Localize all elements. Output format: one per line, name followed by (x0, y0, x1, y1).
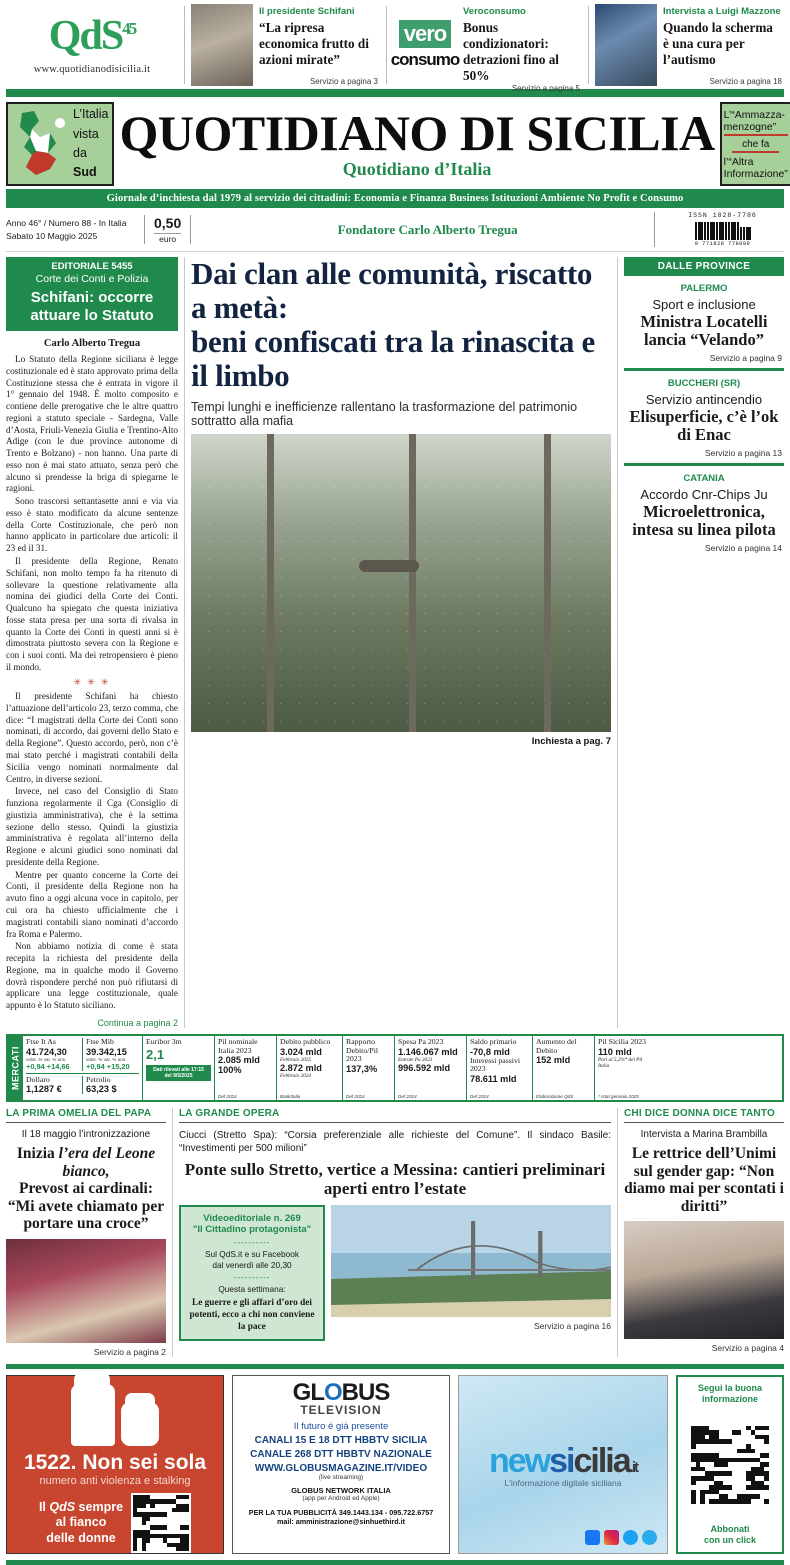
globus-website[interactable]: WWW.GLOBUSMAGAZINE.IT/VIDEO (254, 1463, 428, 1475)
ad-antiviolence-1522[interactable] (6, 1375, 224, 1554)
story-page-ref: Servizio a pagina 4 (711, 1343, 784, 1354)
italy-viewed-from-south-box (6, 102, 114, 186)
editorial-paragraph: Il presidente Schifani ha chiesto l’attuazione dell’articolo 23, terzo comma, che dice: “I magistrati della Corte dei Conti sono nominati, di accordo, dai governi dello Stato e della Regione”. Questo accordo, però, non c’è mai stato perché i magistrati contabili della Sicilia vengo nominati normalmente dal Centro, in diverse sezioni. (6, 691, 178, 784)
subscribe-title: Segui la buona informazione (697, 1383, 762, 1405)
globus-ad-mail[interactable]: mail: amministrazione@sinhuethird.it (276, 1517, 406, 1527)
story-gender-gap[interactable] (624, 1108, 784, 1357)
promo-title: Quando la scherma è una cura per l’autismo (663, 20, 773, 68)
promo-thumbnail-schifani (191, 4, 253, 86)
promo-item-mazzone[interactable] (595, 4, 784, 86)
subscribe-footer-line-2: con un click (703, 1534, 756, 1545)
market-change-annual: +14,66 (46, 1061, 70, 1071)
market-cell-indices (23, 1036, 143, 1100)
market-change: +0,94 (86, 1061, 105, 1071)
lead-headline-line-2: beni confiscati tra la rinascita e il limbo (191, 324, 595, 394)
story-page-ref: Servizio a pagina 2 (93, 1347, 166, 1358)
market-label: Ftse Mib (86, 1036, 114, 1046)
fence-post (409, 434, 416, 732)
divider: ---------- (233, 1238, 271, 1248)
divider (184, 257, 185, 1028)
bridge-photo (331, 1205, 611, 1317)
lead-headline (191, 257, 611, 393)
market-source: Def 2024 (398, 1093, 417, 1099)
market-label: Ftse It As (26, 1036, 56, 1046)
lead-deck: Tempi lunghi e inefficienze rallentano la trasformazione del patrimonio sottratto alla mafia (191, 400, 578, 429)
editorial-paragraph: Il presidente della Regione, Renato Schifani, non molto tempo fa ha ritenuto di sollevare la questione relativamente alla nomina dei giudici della Corte dei Conti. Qualcuno ha spiegato che questa iniziativa fosse stata presa per una sorta di rivalsa in quanto la Corte dei Conti in questi anni si è dimostrata piuttosto severa con la Regione e con i suoi conti. Ma dei retropensiero è pieno il mondo. (6, 556, 178, 672)
slogan-line-2: che fa (732, 139, 779, 153)
ad-claim-part-1: Il (38, 1499, 50, 1514)
market-change: +0,94 (26, 1061, 45, 1071)
province-page-ref: Servizio a pagina 13 (704, 447, 782, 458)
market-value-2: 78.611 mld (470, 1074, 517, 1085)
flag-caption (70, 105, 108, 183)
province-city: BUCCHERI (SR) (667, 377, 741, 389)
market-change-annual: +15,20 (106, 1061, 130, 1071)
ad-claim-line-2: al fianco (55, 1515, 107, 1530)
market-value: 41.724,30 (26, 1046, 67, 1057)
slogan-line-1: L’“Ammazza-menzogne” (724, 109, 788, 136)
qds-website-url[interactable]: www.quotidianodisicilia.it (33, 64, 151, 75)
market-value: 1,1287 € (26, 1084, 62, 1095)
market-label: Dollaro (26, 1074, 50, 1084)
editorial-paragraph: Non abbiamo notizia di come è stata recepita la richiesta del presidente della Regione, ma in qualche modo il Governo dovrà rispondere perché non può rifiutarsi di applicare una legge costituzionale, quale appunto è lo Statuto siciliano. (6, 941, 178, 1011)
flag-line-1: L’Italia (73, 107, 109, 122)
facebook-icon[interactable] (585, 1530, 600, 1545)
story-bridge[interactable] (179, 1108, 611, 1357)
market-value: -70,8 mld (470, 1046, 510, 1057)
newsicilia-tagline: L'informazione digitale siciliana (504, 1477, 622, 1488)
issue-info-row (6, 208, 784, 252)
flag-line-2: vista (73, 126, 99, 141)
market-col-head: var. % ann. (43, 1056, 67, 1062)
province-item-catania[interactable] (624, 466, 784, 558)
editorial-header (6, 257, 178, 331)
market-value: 152 mld (536, 1055, 571, 1066)
promo-thumbnail-mazzone (595, 4, 657, 86)
video-editorial-box[interactable] (179, 1205, 325, 1341)
market-label: Petrolio (86, 1074, 111, 1084)
globus-channel-nazionale: CANALE 268 DTT HBBTV NAZIONALE (250, 1449, 432, 1461)
market-value: 1.146.067 mld (398, 1046, 458, 1057)
market-value: 2,1 (146, 1046, 165, 1062)
promo-kicker: Il presidente Schifani (259, 6, 355, 17)
ad-claim-line-3: delle donne (46, 1530, 116, 1545)
globus-website-note: (live streaming) (318, 1474, 364, 1482)
market-label: Saldo primario (470, 1036, 517, 1046)
top-promo-strip (6, 0, 784, 94)
market-cell-spesa-pa (395, 1036, 467, 1100)
flag-line-3 (73, 144, 108, 183)
editorial-continue-link[interactable]: Continua a pagina 2 (97, 1017, 178, 1028)
ad-claim-part-3: sempre (75, 1499, 124, 1514)
newsicilia-logo-tld: .it (629, 1458, 637, 1476)
market-source: Def 2024 (470, 1093, 489, 1099)
market-sublabel: Pari al 5,2%* del Pil Italia (598, 1056, 643, 1069)
promo-page-ref: Servizio a pagina 3 (309, 77, 378, 86)
province-overline: Sport e inclusione (652, 297, 756, 312)
editorial-divider: ✳ ✳ ✳ (73, 676, 111, 687)
market-value: 3.024 mld (280, 1046, 322, 1057)
pope-photo (6, 1239, 166, 1343)
market-value-2: 996.592 mld (398, 1062, 451, 1073)
market-value: 2.085 mld (218, 1055, 260, 1066)
market-sublabel: Interessi passivi 2023 (470, 1055, 521, 1074)
promo-item-veroconsumo[interactable] (390, 4, 582, 94)
ad-claim (39, 1500, 123, 1547)
video-title-1: Videoeditoriale n. 269 (203, 1212, 301, 1224)
story-pope[interactable] (6, 1108, 166, 1357)
editorial-paragraph: Mentre per quanto concerne la Corte dei Conti, il presidente della Regione non ha avuto fino a oggi alcuna voce in capitolo, per cui ora ha chiesto ufficialmente che i magistrati contabili siano nominati d’accordo fra Roma e Palermo. (6, 869, 178, 939)
section-kicker-pope: LA PRIMA OMELIA DEL PAPA (6, 1108, 166, 1123)
market-source: BankItalia (280, 1093, 301, 1099)
market-source: Def 2024 (346, 1093, 365, 1099)
market-timestamp (146, 1065, 211, 1082)
antiviolence-qr-code[interactable] (131, 1493, 191, 1553)
story-title (6, 1145, 166, 1233)
founder-name: Carlo Alberto Tregua (398, 221, 518, 237)
globus-channels-sicilia: CANALI 15 E 18 DTT HBBTV SICILIA (254, 1435, 428, 1447)
ad-globus-television[interactable] (232, 1375, 450, 1554)
markets-cells (23, 1036, 782, 1100)
price-unit: euro (154, 233, 181, 244)
market-cell-aumento-debito (533, 1036, 595, 1100)
veroconsumo-logo (390, 4, 460, 86)
chain-lock (359, 560, 419, 572)
market-cell-debito-pubblico (277, 1036, 343, 1100)
market-col-head: valor. % (26, 1056, 43, 1062)
newsicilia-logo (489, 1442, 637, 1481)
video-topic: Le guerre e gli affari d’oro dei potenti, ecco a chi non conviene la pace (189, 1297, 315, 1332)
instagram-icon[interactable] (604, 1530, 619, 1545)
story-title: Le rettrice dell’Unimi sul gender gap: “Non diamo mai per scontati i diritti” (624, 1144, 784, 1215)
open-palm-icon (71, 1384, 115, 1446)
subscribe-footer (704, 1524, 756, 1547)
story-title-part-1: Inizia (16, 1144, 59, 1162)
lead-photo-caption: Inchiesta a pag. 7 (531, 736, 611, 748)
subscribe-qr-code[interactable] (691, 1426, 769, 1504)
market-ftse-mib (86, 1038, 139, 1071)
qds-masthead-logo[interactable] (6, 4, 178, 86)
barcode-icon (661, 220, 784, 240)
slogan-box (720, 102, 790, 186)
telegram-icon[interactable] (642, 1530, 657, 1545)
section-kicker-bridge: LA GRANDE OPERA (179, 1108, 611, 1123)
market-cell-pil-sicilia (595, 1036, 653, 1100)
barcode-number: 9 771828 778099 (694, 240, 751, 247)
market-sublabel: Entrate Pa 2023 (398, 1056, 433, 1063)
market-period-2: Febbraio 2024 (280, 1072, 311, 1079)
flag-line-3-bold: Sud (73, 165, 97, 180)
story-subtitle: Ciucci (Stretto Spa): “Corsia preferenziale alle richieste del Comune”. Il sindaco Basile: “Investimenti per 500 milioni” (179, 1129, 611, 1154)
story-page-ref: Servizio a pagina 16 (533, 1320, 611, 1331)
market-timestamp-line-1: Dati rilevati alle 17:15 (153, 1066, 204, 1073)
qds-anniversary-badge: 45 (122, 19, 136, 38)
social-links (585, 1530, 657, 1545)
issn-code: ISSN 1828-7786 (688, 212, 757, 219)
provinces-header: DALLE PROVINCE (624, 257, 784, 276)
green-rule (6, 89, 784, 97)
ad-claim-brand: QdS (49, 1499, 76, 1514)
market-col-head: var. % ann. (103, 1056, 127, 1062)
market-label: Spesa Pa 2023 (398, 1036, 444, 1046)
masthead-subtitle: Quotidiano d’Italia (342, 158, 492, 179)
globus-logo-o: O (323, 1379, 342, 1407)
bottom-stories (6, 1108, 784, 1357)
ad-hotline-number: 1522. Non sei sola (23, 1451, 207, 1475)
qds-logo-mark (49, 15, 135, 57)
province-city: CATANIA (683, 472, 725, 484)
story-subtitle: Intervista a Marina Brambilla (640, 1128, 768, 1140)
province-title: Ministra Locatelli lancia “Velando” (640, 312, 768, 350)
newsicilia-logo-cilia: cilia (573, 1441, 630, 1480)
editorial-column (6, 257, 178, 1028)
lead-photo (191, 434, 611, 732)
market-label: Pil Sicilia 2023 (598, 1036, 647, 1046)
promo-page-ref: Servizio a pagina 5 (511, 84, 580, 94)
italy-map-icon (12, 107, 70, 181)
story-title: Ponte sullo Stretto, vertice a Messina: cantieri preliminari aperti entro l’estate (184, 1159, 606, 1199)
market-period: Febbraio 2025 (280, 1056, 311, 1063)
video-note-1: Sul QdS.it e su Facebook (204, 1249, 300, 1260)
globus-app-note: (app per Android ed Apple) (302, 1495, 380, 1503)
market-label: Aumento del Debito (536, 1036, 577, 1055)
video-title-2: "Il Cittadino protagonista" (192, 1224, 312, 1236)
market-label: Pil nominale Italia 2023 (218, 1036, 258, 1055)
province-overline: Accordo Cnr-Chips Ju (640, 486, 768, 502)
barcode-block (654, 212, 784, 247)
market-value: 137,3% (346, 1064, 378, 1075)
market-value: 63,23 $ (86, 1084, 117, 1095)
market-timestamp-line-2: del 9/5/2025 (164, 1072, 193, 1079)
masthead-title-block (119, 102, 714, 186)
flag-line-3-pre: da (73, 146, 87, 160)
promo-item-schifani[interactable] (191, 4, 380, 86)
slogan-line-3: l’“Altra Informazione” (723, 155, 788, 180)
market-petrolio (86, 1076, 139, 1095)
story-title-part-3: Prevost ai cardinali: “Mi avete chiamato per portare una croce” (7, 1180, 165, 1233)
divider (617, 257, 618, 1028)
promo-title: Bonus condizionatori: detrazioni fino al 50% (463, 20, 559, 84)
founder-line (201, 222, 654, 238)
ad-hotline-subtitle: numero anti violenza e stalking (39, 1475, 191, 1488)
province-overline: Servizio antincendio (645, 391, 763, 407)
editorial-body (6, 354, 178, 1012)
story-title-part-2: l’era del Leone bianco, (58, 1144, 156, 1180)
fence-post (267, 434, 274, 732)
market-label: Debito pubblico (280, 1036, 331, 1046)
ad-newsicilia[interactable] (458, 1375, 668, 1554)
editorial-kicker: EDITORIALE 5455 (51, 261, 133, 272)
issue-date: Sabato 10 Maggio 2025 (6, 230, 98, 241)
divider (172, 1108, 173, 1357)
market-label: Euribor 3m (146, 1036, 182, 1046)
issue-number: Anno 46° / Numero 88 - In Italia (6, 217, 127, 228)
province-city: PALERMO (680, 283, 728, 294)
price-box (144, 215, 191, 244)
divider (588, 6, 589, 84)
newsicilia-logo-new: new (489, 1441, 550, 1480)
price-value: 0,50 (154, 215, 182, 231)
editorial-subkicker: Corte dei Conti e Polizia (35, 273, 149, 285)
vero-logo-top: vero (399, 20, 451, 48)
lead-story[interactable] (191, 257, 611, 1028)
promo-kicker: Veroconsumo (463, 6, 526, 17)
markets-bar (6, 1034, 784, 1102)
market-value: 110 mld (598, 1046, 632, 1057)
market-dollaro (26, 1076, 83, 1095)
newsicilia-logo-si: si (549, 1441, 574, 1480)
province-item-buccheri[interactable] (624, 371, 784, 463)
globus-ad-contact: PER LA TUA PUBBLICITÀ 349.1443.134 - 095.722.6757 (248, 1508, 434, 1518)
founder-label: Fondatore (337, 221, 396, 237)
divider (184, 6, 185, 84)
province-page-ref: Servizio a pagina 9 (709, 352, 782, 363)
market-cell-saldo-primario (467, 1036, 533, 1100)
market-col-head: valor. % (86, 1056, 103, 1062)
qds-logo-text: QdS (48, 13, 123, 59)
editorial-title: Schifani: occorre attuare lo Statuto (30, 289, 154, 324)
market-source: * Istat gennaio 2025 (598, 1093, 639, 1099)
market-cell-pil-nominale (215, 1036, 277, 1100)
lead-headline-line-1: Dai clan alle comunità, riscatto a metà: (191, 256, 593, 326)
divider (617, 1108, 618, 1357)
editorial-paragraph: Lo Statuto della Regione siciliana è legge costituzionale ed è stato approvato prima della Costituzione stessa che è entrata in vigore il 1° gennaio del 1948. È molto composito e contiene delle prerogative che le altre quattro regioni a statuto speciale - Sardegna, Valle d’Aosta, Friuli-Venezia Giulia e Trentino-Alto Adige (con le due province autonome di Trento e Bolzano) - non hanno. Una parte di esso non è mai stato attuato, senza però che alcuno si prendesse la briga di spiegarne le ragioni. (6, 354, 178, 494)
divider: ---------- (233, 1272, 271, 1282)
editorial-paragraph: Sono trascorsi settantasette anni e via via esso è stato modificato da alcune sentenze della Corte Costituzionale, che però non hanno applicato in particolare due articoli: il 23 ed il 31. (6, 496, 178, 554)
issue-info (6, 217, 144, 243)
video-note-3: Questa settimana: (218, 1283, 286, 1294)
promo-kicker: Intervista a Luigi Mazzone (663, 6, 781, 17)
provinces-column (624, 257, 784, 1028)
globus-tagline: Il futuro é già presente (293, 1421, 389, 1433)
market-value: 39.342,15 (86, 1046, 127, 1057)
province-item-palermo[interactable] (624, 276, 784, 368)
market-label: Rapporto Debito/Pil 2023 (346, 1036, 379, 1064)
market-ftse-itas (26, 1038, 83, 1071)
closed-fist-icon (121, 1402, 159, 1446)
market-value-2: 2.872 mld (280, 1062, 322, 1073)
story-subtitle: Il 18 maggio l’intronizzazione (21, 1128, 151, 1140)
page-title: QUOTIDIANO DI SICILIA (119, 104, 715, 161)
market-cell-rapporto-debito-pil (343, 1036, 395, 1100)
strapline: Giornale d’inchiesta dal 1979 al servizio dei cittadini: Economia e Finanza Business Istituzioni Ambiente No Profit e Consumo (6, 189, 784, 208)
main-content (6, 257, 784, 1028)
province-title: Microelettronica, intesa su linea pilota (632, 501, 776, 540)
markets-label: MERCATI (8, 1036, 23, 1100)
market-source: Elaborazione QdS (536, 1093, 574, 1099)
market-value-2: 100% (218, 1065, 242, 1076)
globus-network: GLOBUS NETWORK ITALIA (291, 1486, 391, 1496)
brambilla-photo (624, 1221, 784, 1339)
province-title: Elisuperficie, c’è l’ok di Enac (629, 406, 779, 445)
section-kicker-women: CHI DICE DONNA DICE TANTO (624, 1108, 784, 1123)
globus-logo-sub: TELEVISION (300, 1403, 382, 1418)
editorial-paragraph: Invece, nel caso del Consiglio di Stato funziona regolarmente il Cga (Consiglio di giustizia amministrativa), che è la settima sezione dello stesso. Quindi la giustizia amministrativa è regolata all’interno della Regione e alcuni giudici sono nominati dal presidente della Regione. (6, 786, 178, 867)
market-source: Def 2024 (218, 1093, 237, 1099)
promo-title: “La ripresa economica frutto di azioni mirate” (259, 20, 369, 68)
vero-logo-bottom: consumo (390, 50, 460, 69)
masthead (6, 97, 788, 189)
ad-subscribe[interactable] (676, 1375, 784, 1554)
market-cell-euribor (143, 1036, 215, 1100)
promo-page-ref: Servizio a pagina 18 (709, 77, 782, 86)
globus-logo: GLOBUS (292, 1379, 390, 1407)
advertisement-band (6, 1364, 784, 1565)
twitter-icon[interactable] (623, 1530, 638, 1545)
province-page-ref: Servizio a pagina 14 (704, 542, 782, 553)
subscribe-footer-line-1: Abbonati (710, 1523, 750, 1534)
editorial-author: Carlo Alberto Tregua (43, 338, 141, 349)
fence-post (544, 434, 551, 732)
hands-signal-icon (71, 1384, 159, 1446)
divider (386, 6, 387, 84)
video-note-2: dal venerdì alle 20,30 (212, 1260, 292, 1271)
